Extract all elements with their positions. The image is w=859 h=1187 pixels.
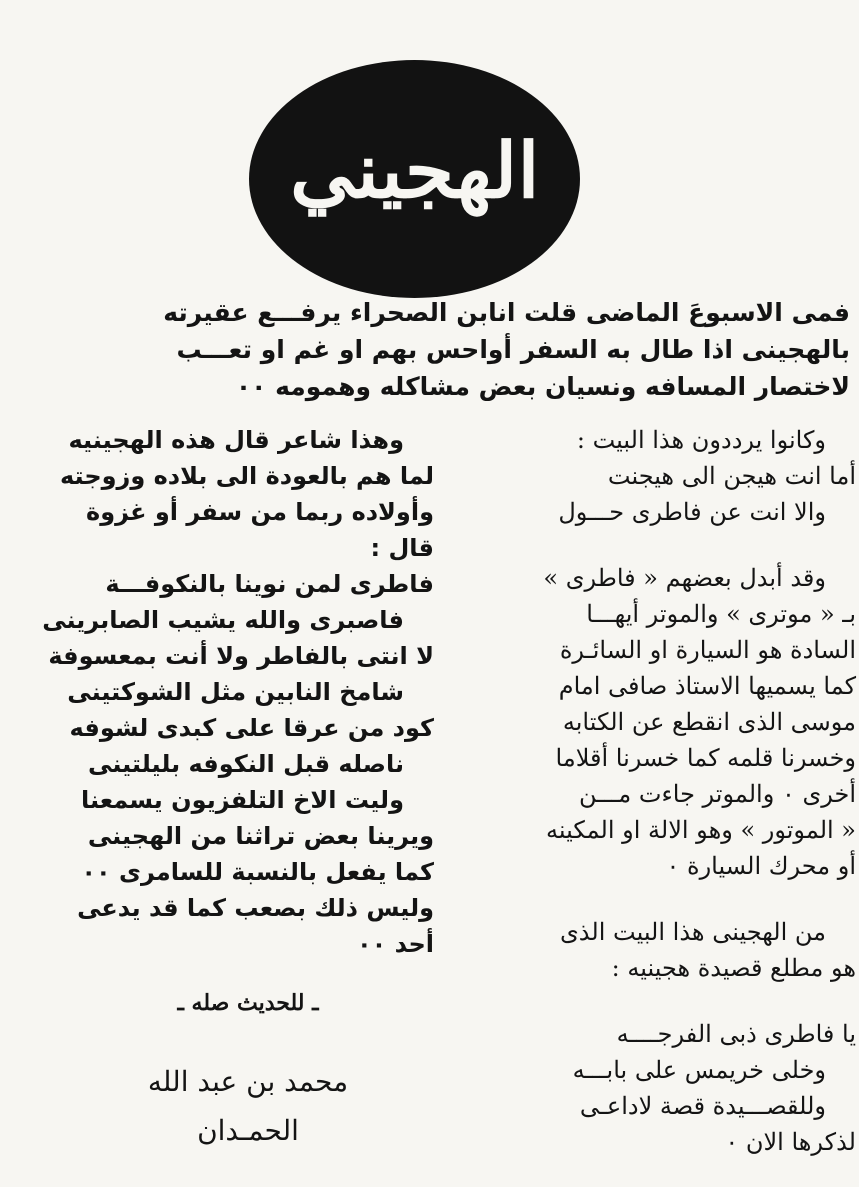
right-column [462,422,856,1160]
author-name: محمد بن عبد الله [147,1065,349,1098]
text-line: وليت الاخ التلفزيون يسمعنا [80,786,404,814]
text-line: بـ « موترى » والموتر أيهـــا [586,600,856,628]
left-column [42,422,434,962]
text-line: وهذا شاعر قال هذه الهجينيه [68,426,404,454]
verse-line: لا انتى بالفاطر ولا أنت بمعسوفة [48,642,434,670]
intro-line: بالهجينى اذا طال به السفر أواحس بهم او غم او تعـــب [176,335,850,364]
verse-line: والا انت عن فاطرى حـــول [558,498,826,526]
text-line: لذكرها الان ٠ [725,1128,856,1156]
text-line: ويرينا بعض تراثنا من الهجينى [87,822,434,850]
text-line: موسى الذى انقطع عن الكتابه [562,708,856,736]
text-line: هو مطلع قصيدة هجينيه : [611,954,856,982]
column-logo-title: الهجيني [289,126,540,215]
text-line: وقد أبدل بعضهم « فاطرى » [543,564,826,592]
verse-line: كود من عرقا على كبدى لشوفه [69,714,434,742]
to-be-continued-note: ـ للحديث صله ـ [177,990,319,1016]
text-line: لما هم بالعودة الى بلاده وزوجته [59,462,434,490]
verse-line: فاطرى لمن نوينا بالنكوفـــة [105,570,434,598]
text-line: وكانوا يرددون هذا البيت : [576,426,826,454]
text-line: « الموتور » وهو الالة او المكينه [546,816,856,844]
intro-line: فمى الاسبوعَ الماضى قلت انابن الصحراء يرفـــع عقيرته [163,298,850,327]
verse-line: ناصله قبل النكوفه بليلتينى [88,750,404,778]
text-line: من الهجينى هذا البيت الذى [560,918,826,946]
text-line: وأولاده ربما من سفر أو غزوة [86,498,434,526]
text-line: أو محرك السيارة ٠ [666,852,856,880]
text-line: وللقصـــيدة قصة لاداعـى [579,1092,826,1120]
verse-line: أما انت هيجن الى هيجنت [607,462,856,490]
verse-line: شامخ النابين مثل الشوكتينى [67,678,404,706]
text-line: وليس ذلك بصعب كما قد يدعى [77,894,434,922]
intro-line: لاختصار المسافه ونسيان بعض مشاكله وهمومه ٠٠ [235,372,850,401]
verse-line: وخلى خريمس على بابـــه [572,1056,826,1084]
text-line: السادة هو السيارة او السائـرة [559,636,856,664]
column-logo-oval [249,60,580,298]
text-line: أحد ٠٠ [356,930,434,958]
verse-line: يا فاطرى ذبى الفرجــــه [616,1020,856,1048]
verse-line: فاصبرى والله يشيب الصابرينى [42,606,404,634]
text-line: كما يفعل بالنسبة للسامرى ٠٠ [81,858,434,886]
text-line: كما يسميها الاستاذ صافى امام [558,672,856,700]
text-line: وخسرنا قلمه كما خسرنا أقلاما [555,744,856,772]
text-line: أخرى ٠ والموتر جاءت مـــن [579,780,856,808]
author-surname: الحمـدان [197,1114,299,1147]
text-line: قال : [370,534,434,562]
intro-paragraph [64,294,850,405]
